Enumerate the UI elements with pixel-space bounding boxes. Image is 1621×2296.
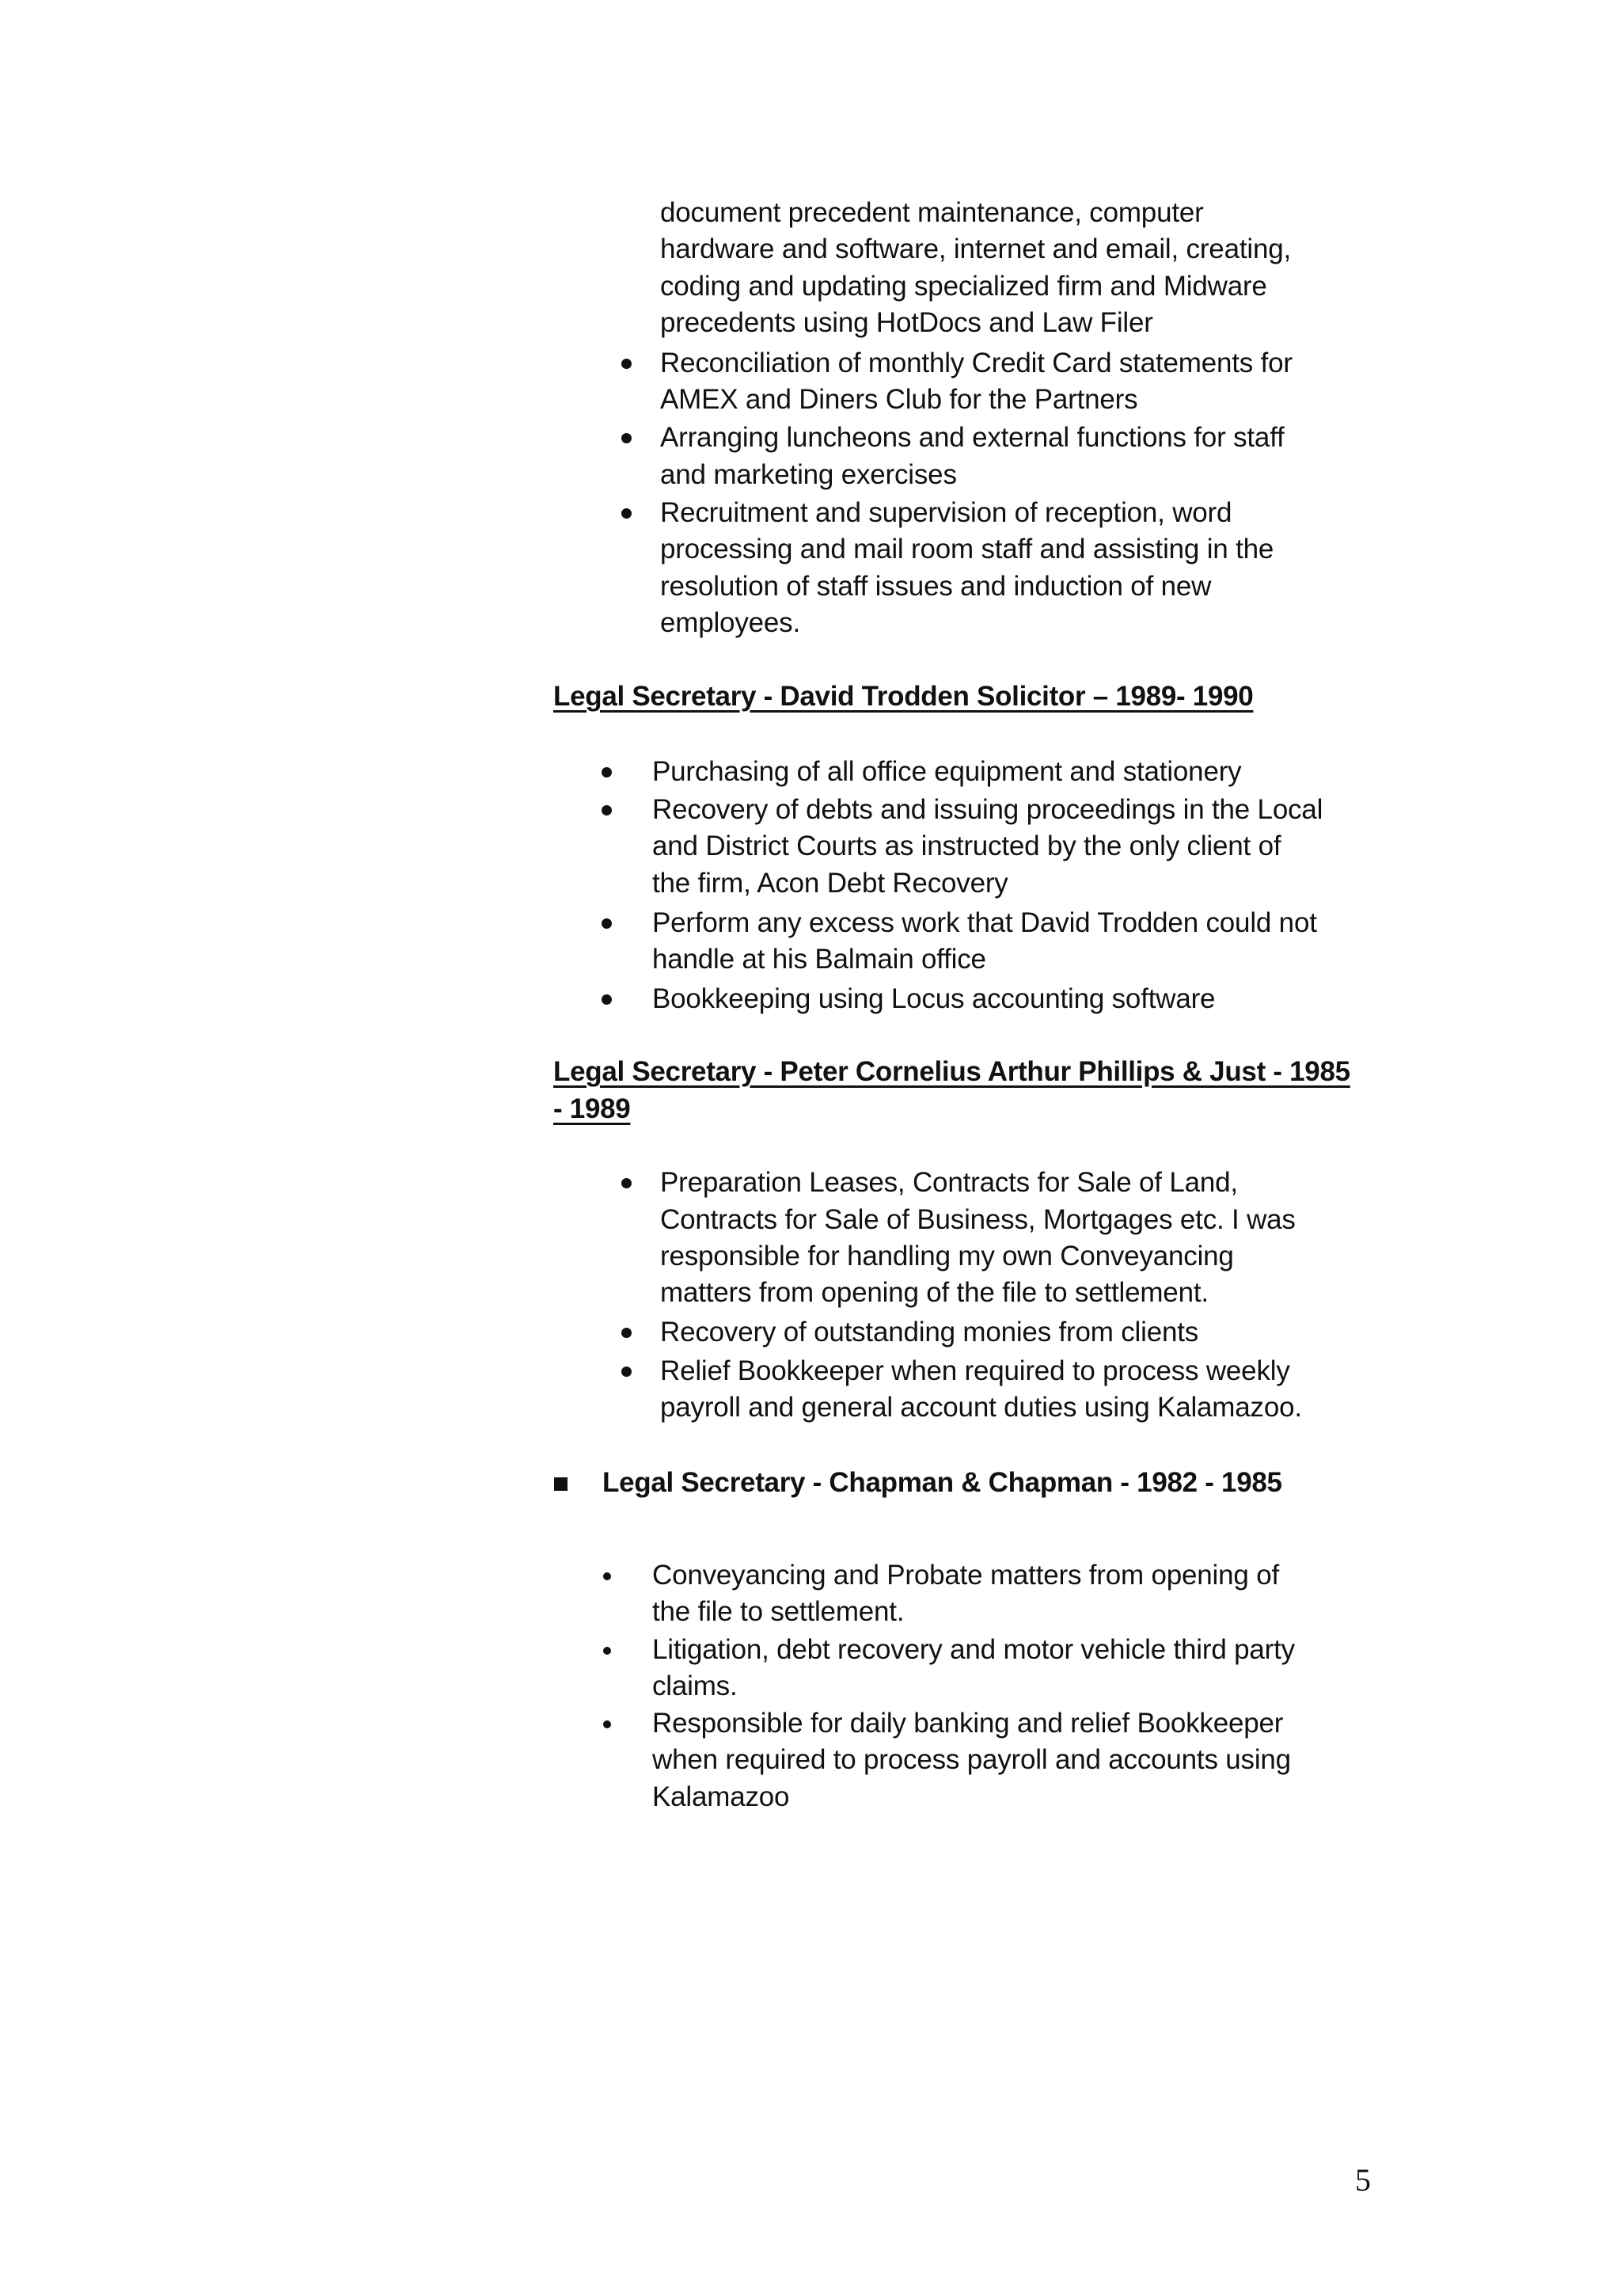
list-item: resolution of staff issues and induction of new [660, 571, 1212, 602]
section-heading: Legal Secretary - Peter Cornelius Arthur Phillips & Just - 1985 [553, 1056, 1350, 1087]
list-item: payroll and general account duties using Kalamazoo. [660, 1392, 1302, 1423]
text-line: coding and updating specialized firm and Midware [660, 271, 1267, 302]
list-item: Contracts for Sale of Business, Mortgages etc. I was [660, 1204, 1296, 1235]
text-line: document precedent maintenance, computer [660, 197, 1204, 228]
list-item: the firm, Acon Debt Recovery [652, 868, 1008, 899]
list-item: Litigation, debt recovery and motor vehicle third party [652, 1634, 1295, 1665]
list-item: matters from opening of the file to settlement. [660, 1277, 1209, 1308]
list-item: Recovery of debts and issuing proceedings in the Local [652, 794, 1323, 825]
bullet-icon [621, 1178, 632, 1188]
list-item: Reconciliation of monthly Credit Card statements for [660, 348, 1293, 378]
bullet-icon [602, 994, 612, 1005]
bullet-icon [621, 1328, 632, 1338]
list-item: Conveyancing and Probate matters from opening of [652, 1560, 1279, 1591]
bullet-icon [602, 805, 612, 815]
list-item: employees. [660, 607, 800, 638]
bullet-icon [603, 1720, 611, 1728]
square-bullet-icon [554, 1477, 568, 1491]
text-line: hardware and software, internet and email, creating, [660, 234, 1291, 264]
bullet-icon [602, 918, 612, 929]
bullet-icon [603, 1572, 611, 1580]
list-item: AMEX and Diners Club for the Partners [660, 384, 1138, 415]
section-heading: Legal Secretary - Chapman & Chapman - 1982 - 1985 [602, 1467, 1282, 1498]
list-item: handle at his Balmain office [652, 944, 986, 975]
list-item: the file to settlement. [652, 1596, 905, 1627]
bullet-icon [621, 433, 632, 443]
list-item: responsible for handling my own Conveyancing [660, 1241, 1234, 1272]
list-item: when required to process payroll and accounts using [652, 1744, 1291, 1775]
list-item: Kalamazoo [652, 1781, 790, 1812]
list-item: and District Courts as instructed by the only client of [652, 831, 1281, 861]
bullet-icon [621, 359, 632, 369]
section-heading: - 1989 [553, 1093, 631, 1124]
list-item: Recovery of outstanding monies from clients [660, 1317, 1199, 1348]
bullet-icon [603, 1647, 611, 1655]
page-number: 5 [1355, 2162, 1371, 2198]
bullet-icon [602, 767, 612, 777]
list-item: and marketing exercises [660, 459, 957, 490]
list-item: Preparation Leases, Contracts for Sale of Land, [660, 1167, 1238, 1198]
list-item: claims. [652, 1671, 738, 1701]
list-item: Bookkeeping using Locus accounting software [652, 983, 1216, 1014]
bullet-icon [621, 508, 632, 519]
list-item: Purchasing of all office equipment and stationery [652, 756, 1242, 787]
bullet-icon [621, 1367, 632, 1377]
list-item: Responsible for daily banking and relief Bookkeeper [652, 1708, 1284, 1739]
section-heading: Legal Secretary - David Trodden Solicitor – 1989- 1990 [553, 681, 1254, 712]
list-item: processing and mail room staff and assisting in the [660, 534, 1274, 564]
text-line: precedents using HotDocs and Law Filer [660, 307, 1153, 338]
list-item: Arranging luncheons and external functions for staff [660, 422, 1285, 453]
list-item: Relief Bookkeeper when required to process weekly [660, 1355, 1290, 1386]
list-item: Perform any excess work that David Trodden could not [652, 907, 1317, 938]
list-item: Recruitment and supervision of reception, word [660, 497, 1232, 528]
